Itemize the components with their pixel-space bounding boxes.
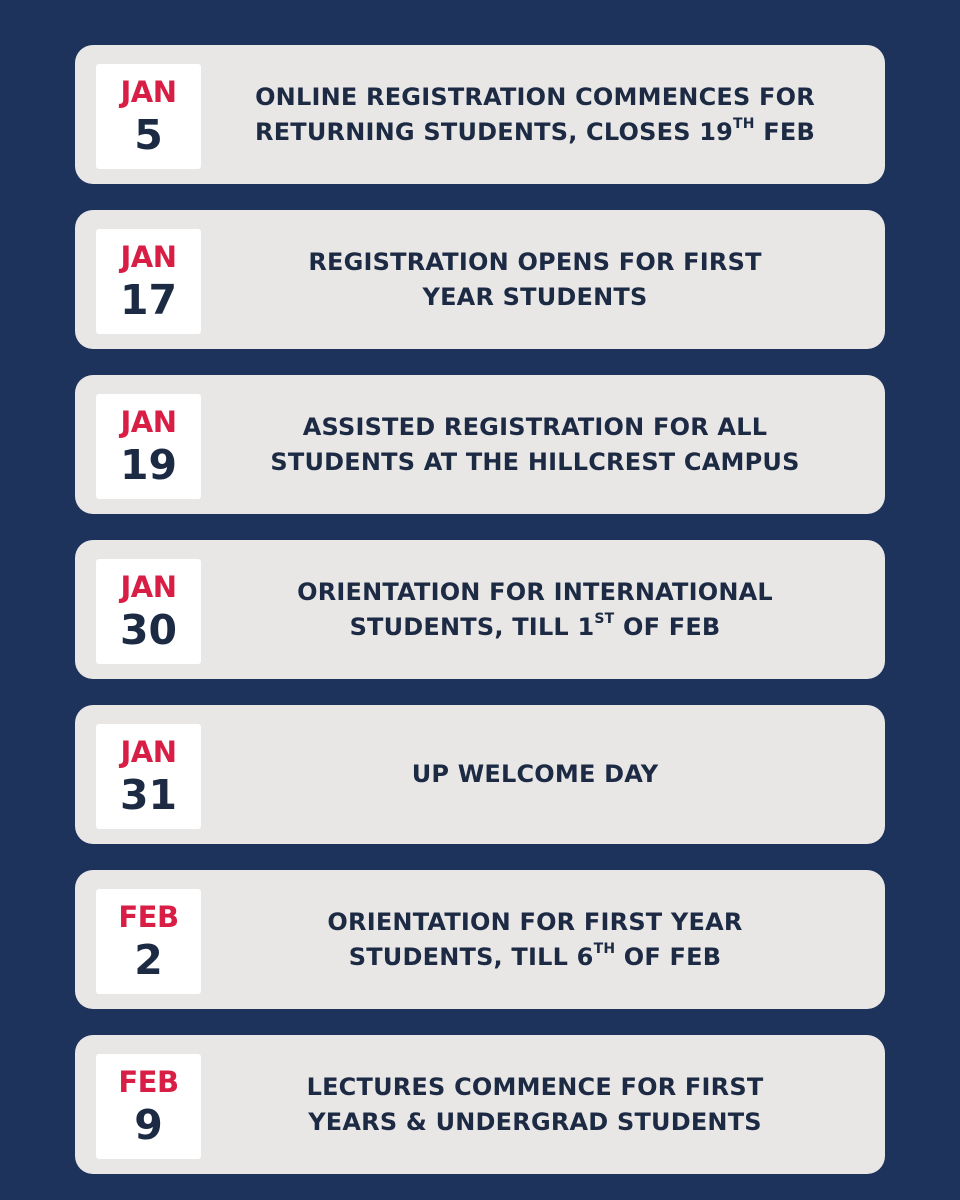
event-description	[225, 210, 845, 349]
event-line-text: ASSISTED REGISTRATION FOR ALL	[302, 412, 768, 441]
event-line-text: ORIENTATION FOR INTERNATIONAL	[297, 577, 773, 606]
event-line	[255, 115, 815, 150]
date-month: JAN	[120, 569, 177, 604]
event-line-text: STUDENTS, TILL 6	[348, 942, 594, 971]
event-line-text-end: OF FEB	[614, 612, 721, 641]
event-description	[225, 1035, 845, 1174]
event-line-text: STUDENTS AT THE HILLCREST CAMPUS	[270, 447, 800, 476]
date-day: 17	[119, 275, 178, 324]
date-day: 19	[119, 440, 178, 489]
event-card	[75, 540, 885, 679]
event-line-text: YEARS & UNDERGRAD STUDENTS	[308, 1107, 762, 1136]
event-card	[75, 210, 885, 349]
date-day: 9	[134, 1100, 163, 1149]
date-badge	[96, 64, 201, 169]
event-line	[308, 1105, 762, 1140]
event-line-text: REGISTRATION OPENS FOR FIRST	[308, 247, 762, 276]
date-month: FEB	[118, 1064, 179, 1099]
ordinal-suffix: TH	[733, 115, 755, 132]
event-card	[75, 705, 885, 844]
event-card	[75, 1035, 885, 1174]
date-badge	[96, 724, 201, 829]
date-day: 31	[119, 770, 178, 819]
event-line	[327, 905, 742, 940]
event-line-text: RETURNING STUDENTS, CLOSES 19	[255, 117, 734, 146]
event-line	[307, 1070, 764, 1105]
event-line	[270, 445, 799, 480]
date-badge	[96, 889, 201, 994]
event-line	[255, 80, 815, 115]
event-description	[225, 45, 845, 184]
ordinal-suffix: ST	[594, 610, 615, 627]
event-line-text: YEAR STUDENTS	[422, 282, 648, 311]
event-line	[350, 610, 721, 645]
event-line-text: STUDENTS, TILL 1	[349, 612, 595, 641]
event-card	[75, 45, 885, 184]
date-month: JAN	[120, 404, 177, 439]
event-line	[308, 245, 761, 280]
date-day: 5	[134, 110, 163, 159]
event-line	[297, 575, 773, 610]
date-day: 2	[134, 935, 163, 984]
date-month: JAN	[120, 239, 177, 274]
event-line	[412, 757, 659, 792]
event-line-text: ONLINE REGISTRATION COMMENCES FOR	[255, 82, 815, 111]
event-description	[225, 705, 845, 844]
events-timeline	[75, 45, 885, 1200]
date-badge	[96, 1054, 201, 1159]
event-card	[75, 870, 885, 1009]
event-line-text: UP WELCOME DAY	[411, 760, 659, 788]
event-line-text-end: OF FEB	[615, 942, 722, 971]
event-card	[75, 375, 885, 514]
event-description	[225, 540, 845, 679]
event-line-text: ORIENTATION FOR FIRST YEAR	[327, 907, 743, 936]
date-month: FEB	[118, 899, 179, 934]
date-day: 30	[119, 605, 178, 654]
event-line-text: LECTURES COMMENCE FOR FIRST	[306, 1072, 764, 1101]
date-month: JAN	[120, 74, 177, 109]
event-description	[225, 870, 845, 1009]
event-line-text-end: FEB	[754, 117, 815, 146]
ordinal-suffix: TH	[593, 940, 616, 957]
event-line	[423, 280, 648, 315]
date-badge	[96, 559, 201, 664]
date-badge	[96, 229, 201, 334]
event-line	[303, 410, 767, 445]
event-line	[349, 940, 722, 975]
event-description	[225, 375, 845, 514]
date-badge	[96, 394, 201, 499]
date-month: JAN	[120, 734, 177, 769]
